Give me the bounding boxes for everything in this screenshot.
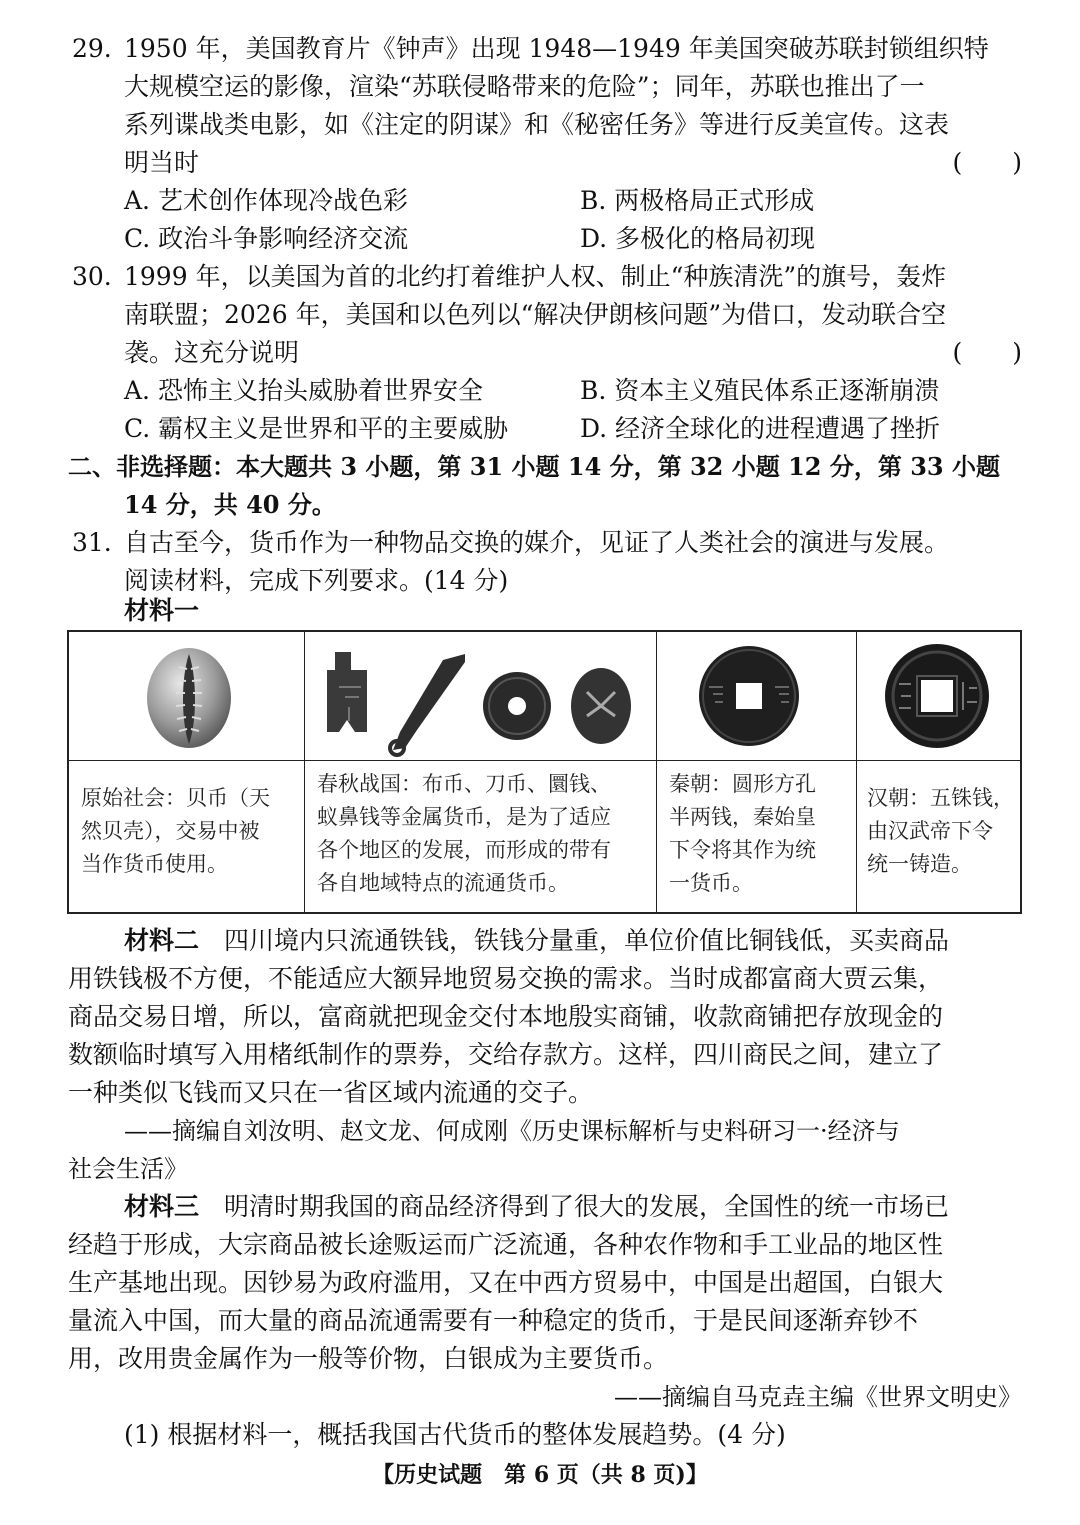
material3-line-2: 经趋于形成，大宗商品被长途贩运而广泛流通，各种农作物和手工业品的地区性: [68, 1230, 944, 1259]
warring-states-text-cell: [305, 760, 657, 914]
qin-text-line: 下令将其作为统: [669, 838, 816, 862]
q31-subquestion-1: (1) 根据材料一，概括我国古代货币的整体发展趋势。(4 分): [124, 1420, 786, 1449]
cowrie-text-line: 原始社会：贝币（天: [81, 786, 270, 810]
han-text-line: 统一铸造。: [867, 852, 972, 876]
q29-line-1: 1950 年，美国教育片《钟声》出现 1948—1949 年美国突破苏联封锁组织特: [124, 34, 989, 63]
warring-states-text-line: 蚁鼻钱等金属货币，是为了适应: [317, 805, 611, 829]
cowrie-text-line: 然贝壳），交易中被: [81, 819, 260, 843]
q30-option-c: C. 霸权主义是世界和平的主要威胁: [124, 414, 509, 443]
qin-text-cell: [657, 760, 857, 914]
q29-answer-paren: ( ): [952, 148, 1022, 177]
material2-label: 材料二: [124, 926, 200, 955]
warring-states-text-line: 春秋战国：布币、刀币、圜钱、: [317, 772, 611, 796]
qin-text-line: 半两钱，秦始皇: [669, 805, 816, 829]
material3-first-line: [124, 1188, 949, 1226]
material1-label: 材料一: [124, 596, 200, 625]
material3-line-1: 明清时期我国的商品经济得到了很大的发展，全国性的统一市场已: [224, 1192, 950, 1221]
q30-line-2: 南联盟；2026 年，美国和以色列以“解决伊朗核问题”为借口，发动联合空: [124, 300, 947, 329]
currency-table: [67, 630, 1022, 914]
han-text-line: 由汉武帝下令: [867, 819, 993, 843]
q29-line-4: 明当时: [124, 148, 200, 177]
han-text-cell: [857, 760, 1022, 914]
section2-heading-cont: 14 分，共 40 分。: [124, 490, 336, 519]
cowrie-text-cell: [69, 760, 305, 914]
q30-option-d: D. 经济全球化的进程遭遇了挫折: [580, 414, 941, 443]
q30-number: 30.: [72, 262, 112, 291]
material2-line-4: 数额临时填写入用楮纸制作的票券，交给存款方。这样，四川商民之间，建立了: [68, 1040, 944, 1069]
warring-states-text-line: 各自地域特点的流通货币。: [317, 871, 569, 895]
material2-line-2: 用铁钱极不方便，不能适应大额异地贸易交换的需求。当时成都富商大贾云集，: [68, 964, 944, 993]
cowrie-text-line: 当作货币使用。: [81, 852, 228, 876]
q31-number: 31.: [72, 528, 112, 557]
q29-option-a: A. 艺术创作体现冷战色彩: [124, 186, 408, 215]
han-cell: [857, 632, 1022, 760]
material3-source: ——摘编自马克垚主编《世界文明史》: [614, 1383, 1022, 1411]
material3-label: 材料三: [124, 1192, 200, 1221]
q30-option-a: A. 恐怖主义抬头威胁着世界安全: [124, 376, 483, 405]
cowrie-cell: [69, 632, 305, 760]
q30-option-b: B. 资本主义殖民体系正逐渐崩溃: [580, 376, 940, 405]
material2-line-3: 商品交易日增，所以，富商就把现金交付本地殷实商铺，收款商铺把存放现金的: [68, 1002, 944, 1031]
warring-states-cell: [305, 632, 657, 760]
currency-text-row: [69, 760, 1020, 914]
q30-answer-paren: ( ): [952, 338, 1022, 367]
material3-line-3: 生产基地出现。因钞易为政府滥用，又在中西方贸易中，中国是出超国，白银大: [68, 1268, 944, 1297]
q29-option-b: B. 两极格局正式形成: [580, 186, 815, 215]
q29-line-3: 系列谍战类电影，如《注定的阴谋》和《秘密任务》等进行反美宣传。这表: [124, 110, 950, 139]
page-footer: 【历史试题 第 6 页（共 8 页)】: [372, 1462, 708, 1488]
qin-text-line: 秦朝：圆形方孔: [669, 772, 816, 796]
material2-first-line: [124, 922, 949, 960]
material2-source-cont: 社会生活》: [68, 1155, 188, 1183]
banliang-coin-icon: [657, 632, 857, 760]
q29-option-d: D. 多极化的格局初现: [580, 224, 816, 253]
q29-option-c: C. 政治斗争影响经济交流: [124, 224, 409, 253]
material2-source: ——摘编自刘汝明、赵文龙、何成刚《历史课标解析与史料研习一·经济与: [124, 1117, 900, 1145]
warring-states-text-line: 各个地区的发展，而形成的带有: [317, 838, 611, 862]
q31-line-2: 阅读材料，完成下列要求。(14 分): [124, 566, 509, 595]
spade-knife-coins-icon: [305, 632, 657, 760]
han-text-line: 汉朝：五铢钱，: [867, 786, 1014, 810]
wuzhu-coin-icon: [857, 632, 1022, 760]
section2-heading: 二、非选择题：本大题共 3 小题，第 31 小题 14 分，第 32 小题 12 分，第 33 小题: [68, 452, 1000, 481]
material3-line-4: 量流入中国，而大量的商品流通需要有一种稳定的货币，于是民间逐渐弃钞不: [68, 1306, 919, 1335]
currency-image-row: [69, 632, 1020, 761]
q30-line-1: 1999 年，以美国为首的北约打着维护人权、制止“种族清洗”的旗号，轰炸: [124, 262, 947, 291]
qin-text-line: 一货币。: [669, 871, 753, 895]
q31-line-1: 自古至今，货币作为一种物品交换的媒介，见证了人类社会的演进与发展。: [124, 528, 950, 557]
material2-line-1: 四川境内只流通铁钱，铁钱分量重，单位价值比铜钱低，买卖商品: [224, 926, 950, 955]
cowrie-shell-icon: [69, 632, 305, 760]
material3-line-5: 用，改用贵金属作为一般等价物，白银成为主要货币。: [68, 1344, 669, 1373]
q29-number: 29.: [72, 34, 112, 63]
q30-line-3: 袭。这充分说明: [124, 338, 300, 367]
q29-line-2: 大规模空运的影像，渲染“苏联侵略带来的危险”；同年，苏联也推出了一: [124, 72, 925, 101]
qin-cell: [657, 632, 857, 760]
material2-line-5: 一种类似飞钱而又只在一省区域内流通的交子。: [68, 1078, 594, 1107]
